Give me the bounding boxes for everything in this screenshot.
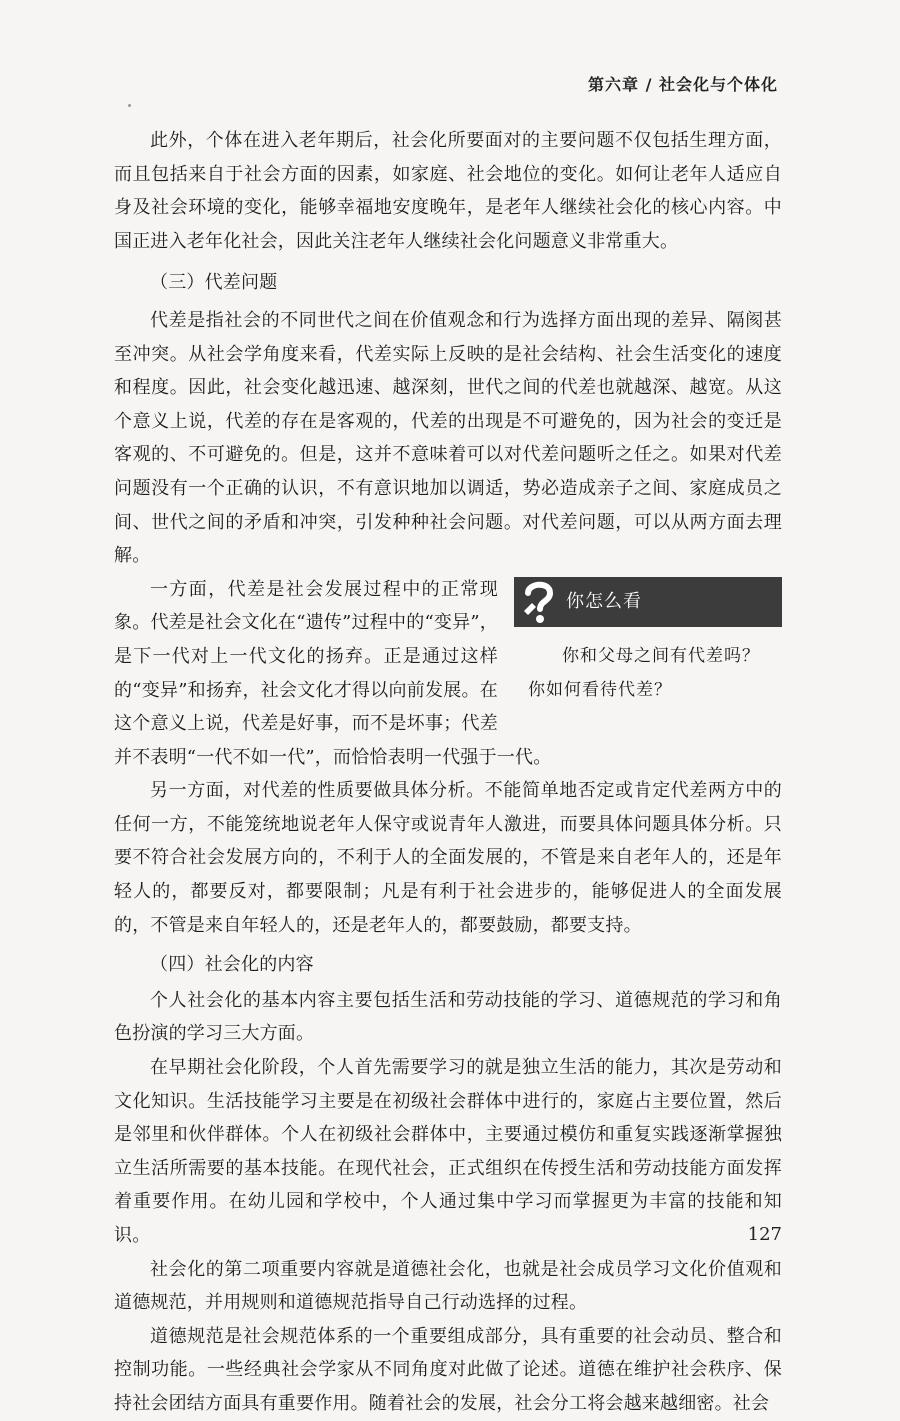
page-content	[114, 124, 782, 1421]
discussion-box	[514, 577, 782, 713]
section-heading-3: （三）代差问题	[150, 272, 278, 294]
paragraph: 道德规范是社会规范体系的一个重要组成部分，具有重要的社会动员、整合和控制功能。一些经典社会学家从不同角度对此做了论述。道德在维护社会秩序、保持社会团结方面具有重要作用。随着社会的发展，社会分工将会越来越细密。社会	[114, 1325, 782, 1414]
paragraph: 另一方面，对代差的性质要做具体分析。不能简单地否定或肯定代差两方中的任何一方，不能笼统地说老年人保守或说青年人激进，而要具体问题具体分析。只要不符合社会发展方向的，不利于人的全面发展的，不管是来自老年人的，还是年轻人的，都要反对，都要限制；凡是有利于社会进步的，能够促进人的全面发展的，不管是来自年轻人的，还是老年人的，都要鼓励，都要支持。	[114, 780, 782, 936]
paragraph: 此外，个体在进入老年期后，社会化所要面对的主要问题不仅包括生理方面，而且包括来自于社会方面的因素，如家庭、社会地位的变化。如何让老年人适应自身及社会环境的变化，能够幸福地安度晚年，是老年人继续社会化的核心内容。中国正进入老年化社会，因此关注老年人继续社会化问题意义非常重大。	[114, 130, 782, 252]
paragraph: 代差是指社会的不同世代之间在价值观念和行为选择方面出现的差异、隔阂甚至冲突。从社会学角度来看，代差实际上反映的是社会结构、社会生活变化的速度和程度。因此，社会变化越迅速、越深刻，世代之间的代差也就越深、越宽。从这个意义上说，代差的存在是客观的，代差的出现是不可避免的，因为社会的变迁是客观的、不可避免的。但是，这并不意味着可以对代差问题听之任之。如果对代差问题没有一个正确的认识，不有意识地加以调适，势必造成亲子之间、家庭成员之间、世代之间的矛盾和冲突，引发种种社会问题。对代差问题，可以从两方面去理解。	[114, 309, 782, 567]
section-heading-4: （四）社会化的内容	[150, 954, 314, 976]
paragraph: 个人社会化的基本内容主要包括生活和劳动技能的学习、道德规范的学习和角色扮演的学习三大方面。	[114, 989, 782, 1045]
paragraph: 一方面，代差是社会发展过程中的正常现象。代差是社会文化在“遗传”过程中的“变异”，是下一代对上一代文化的扬弃。正是通过这样的“变异”和扬弃，社会文化才得以向前发展。在这个意义上说，代差是好事，而不是坏事；代差并不表明“一代不如一代”，而恰恰表明一代强于一代。	[114, 578, 552, 768]
discussion-box-question: 你和父母之间有代差吗？你如何看待代差？	[528, 645, 760, 700]
page-number: 127	[747, 1224, 782, 1245]
paragraph: 社会化的第二项重要内容就是道德社会化，也就是社会成员学习文化价值观和道德规范，并用规则和道德规范指导自己行动选择的过程。	[114, 1258, 782, 1314]
discussion-box-header	[514, 577, 782, 627]
decorative-dot	[128, 104, 131, 107]
question-mark-icon	[518, 577, 560, 627]
paragraph: 在早期社会化阶段，个人首先需要学习的就是独立生活的能力，其次是劳动和文化知识。生活技能学习主要是在初级社会群体中进行的，家庭占主要位置，然后是邻里和伙伴群体。个人在初级社会群体中，主要通过模仿和重复实践逐渐掌握独立生活所需要的基本技能。在现代社会，正式组织在传授生活和劳动技能方面发挥着重要作用。在幼儿园和学校中，个人通过集中学习而掌握更为丰富的技能和知识。	[114, 1057, 782, 1246]
discussion-box-title: 你怎么看	[566, 590, 642, 612]
chapter-header: 第六章 / 社会化与个体化	[588, 75, 778, 94]
